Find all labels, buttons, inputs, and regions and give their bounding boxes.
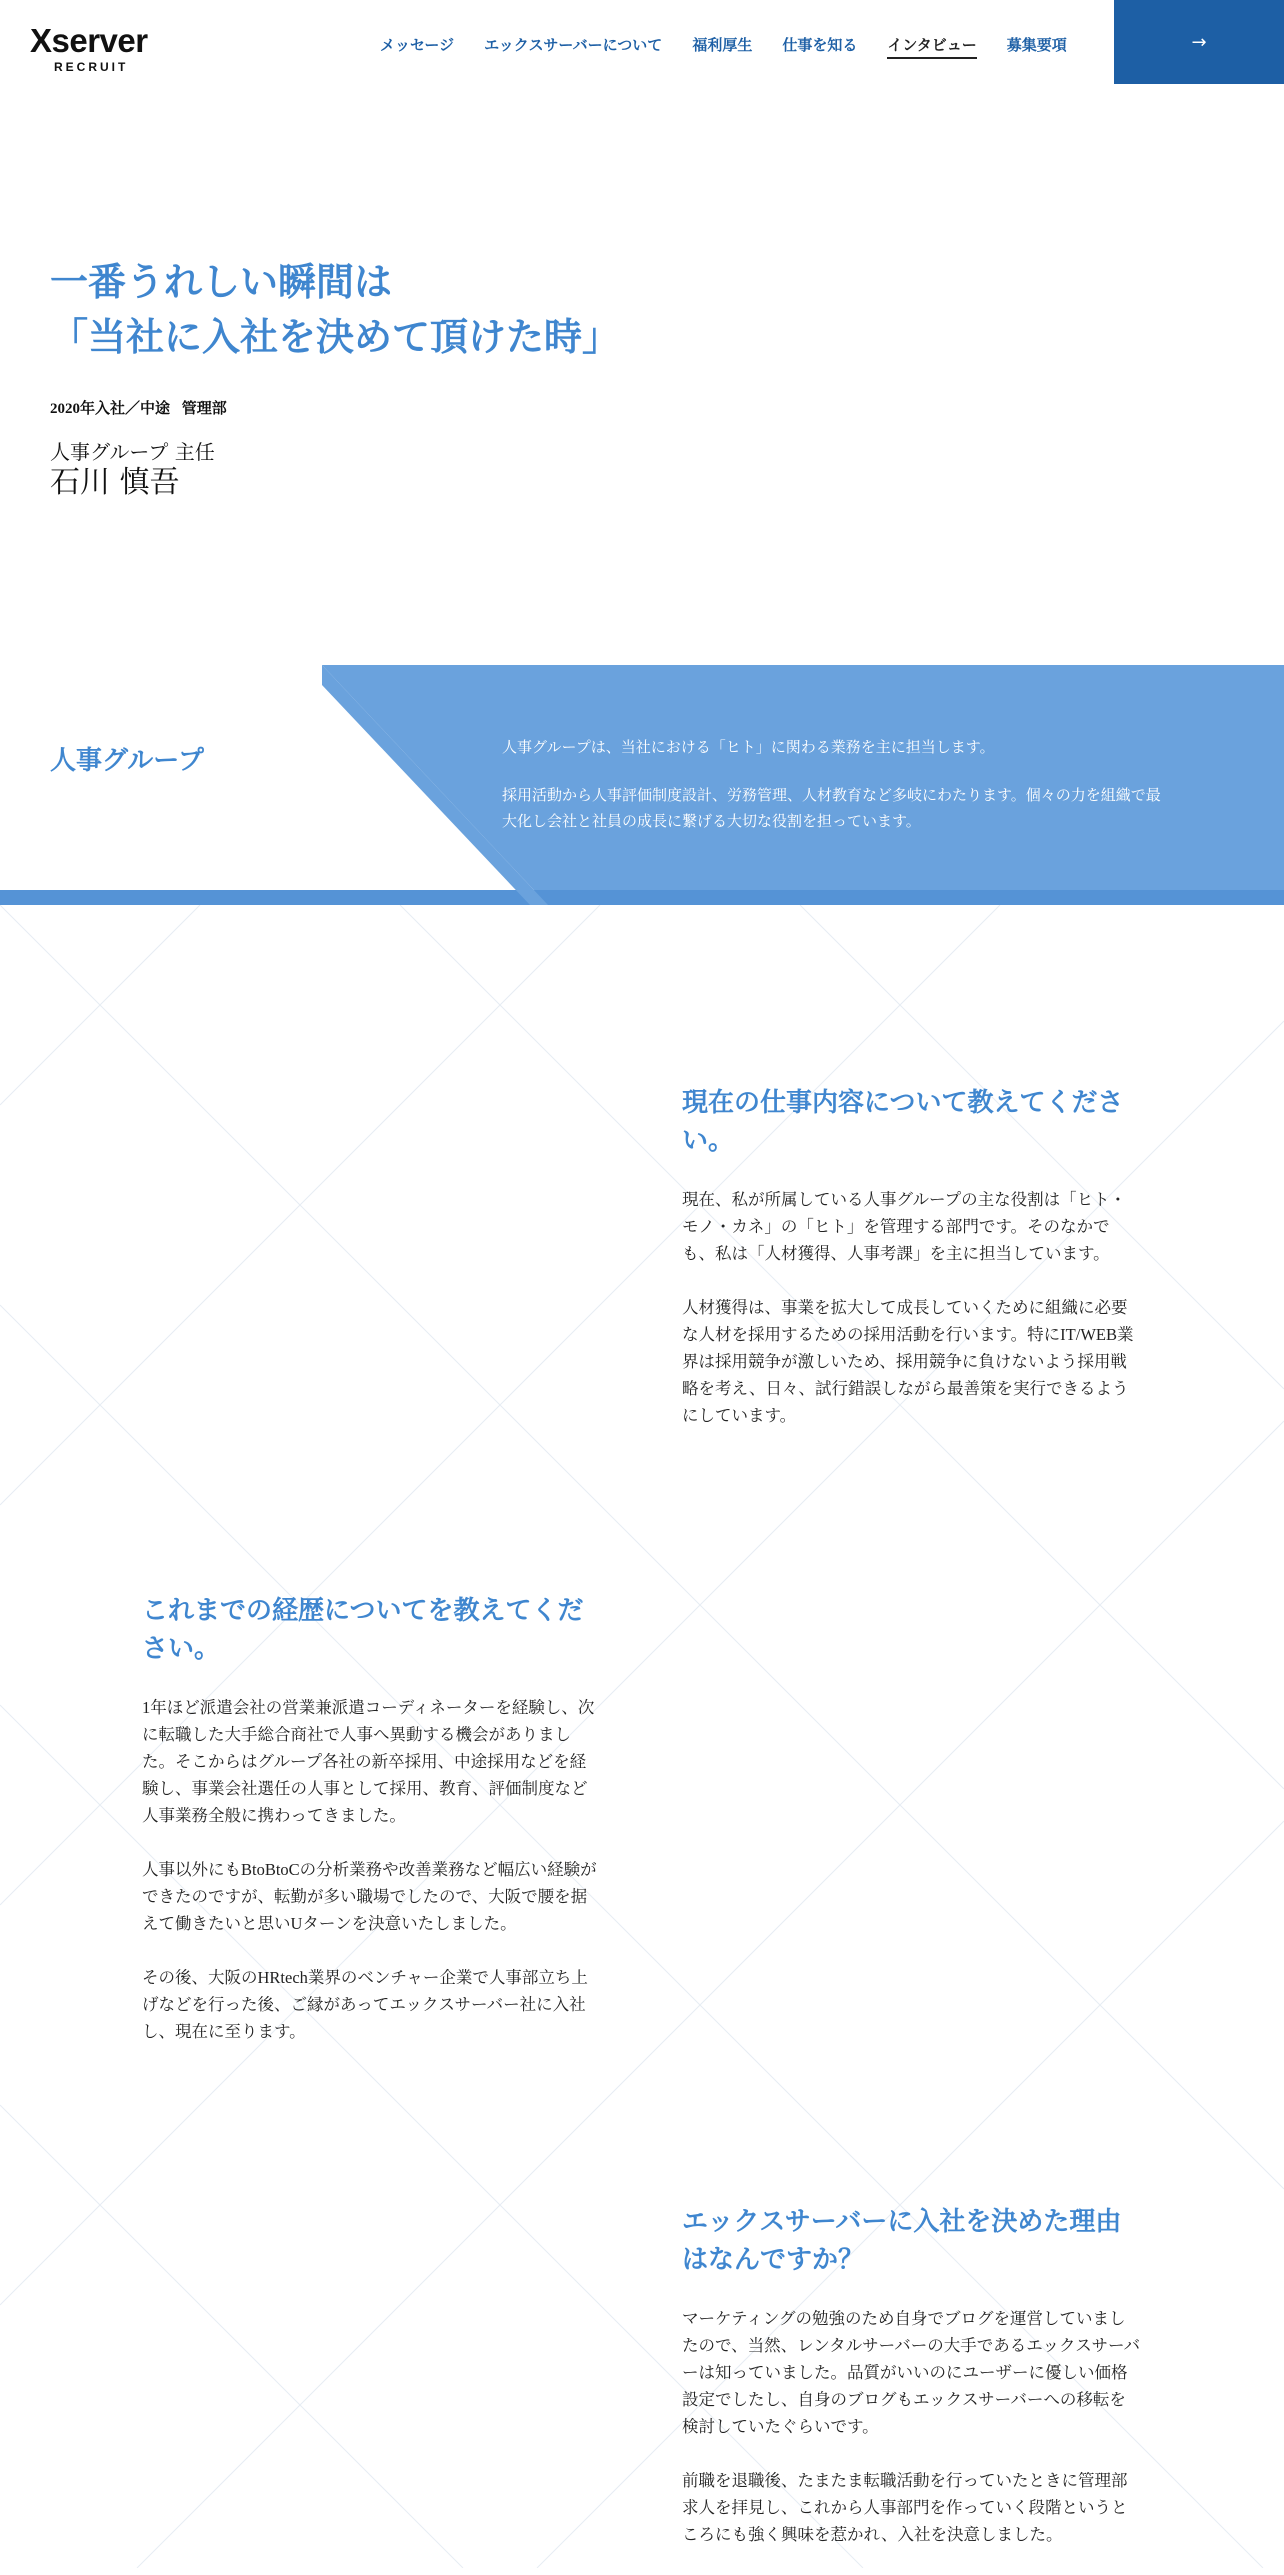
- employee-meta: [50, 397, 620, 418]
- join-year: 2020年入社／中途: [50, 401, 171, 417]
- title-line-1: 一番うれしい瞬間は: [50, 260, 393, 304]
- qa-paragraph: 人事以外にもBtoBtoCの分析業務や改善業務など幅広い経験ができたのですが、転勤が多い職場でしたので、大阪で腰を据えて働きたいと思いUターンを決意いたしました。: [142, 1860, 597, 1933]
- nav-interview[interactable]: インタビュー: [887, 34, 976, 59]
- logo-subtitle: RECRUIT: [54, 60, 129, 74]
- qa-heading: エックスサーバーに入社を決めた理由はなんですか？: [682, 2207, 1122, 2275]
- arrow-right-icon: →: [1191, 31, 1207, 53]
- logo-wordmark: Xserver: [30, 22, 148, 59]
- title-line-2: 「当社に入社を決めて頂けた時」: [50, 315, 621, 359]
- entry-button[interactable]: [1114, 0, 1284, 84]
- interview-hero: [50, 255, 620, 501]
- qa-reason-for-joining: [682, 2203, 1142, 2575]
- nav-recruitment[interactable]: 募集要項: [1006, 36, 1067, 54]
- site-header: [0, 0, 1284, 86]
- main-nav: [380, 34, 1097, 59]
- qa-paragraph: 人材獲得は、事業を拡大して成長していくために組織に必要な人材を採用するための採用活動を行います。特にIT/WEB業界は採用競争が激しいため、採用競争に負けないよう採用戦略を考え、日々、試行錯誤しながら最善策を実行できるようにしています。: [682, 1298, 1134, 1425]
- employee-name: 石川 慎吾: [50, 465, 180, 500]
- interview-title: [50, 255, 620, 365]
- group-desc-1: 人事グループは、当社における「ヒト」に関わる業務を主に担当します。: [502, 740, 995, 756]
- nav-benefits[interactable]: 福利厚生: [692, 36, 753, 54]
- qa-heading: これまでの経歴についてを教えてください。: [142, 1596, 584, 1664]
- nav-about-xserver[interactable]: エックスサーバーについて: [484, 36, 663, 54]
- nav-message[interactable]: メッセージ: [380, 36, 455, 54]
- xserver-recruit-logo[interactable]: [30, 24, 148, 74]
- qa-career-history: [142, 1592, 602, 2072]
- qa-paragraph: マーケティングの勉強のため自身でブログを運営していましたので、当然、レンタルサーバーの大手であるエックスサーバーは知っていました。品質がいいのにユーザーに優しい価格設定でしたし、自身のブログもエックスサーバーへの移転を検討していたぐらいです。: [682, 2309, 1141, 2436]
- qa-heading: 現在の仕事内容について教えてください。: [682, 1088, 1124, 1156]
- qa-paragraph: 現在、私が所属している人事グループの主な役割は「ヒト・モノ・カネ」の「ヒト」を管理する部門です。そのなかでも、私は「人材獲得、人事考課」を主に担当しています。: [682, 1190, 1127, 1263]
- department: 管理部: [181, 401, 227, 417]
- qa-paragraph: その後、大阪のHRtech業界のベンチャー企業で人事部立ち上げなどを行った後、ご縁があってエックスサーバー社に入社し、現在に至ります。: [142, 1968, 588, 2041]
- qa-paragraph: 1年ほど派遣会社の営業兼派遣コーディネーターを経験し、次に転職した大手総合商社で人事へ異動する機会がありました。そこからはグループ各社の新卒採用、中途採用などを経験し、事業会社選任の人事として採用、教育、評価制度など人事業務全般に携わってきました。: [142, 1698, 595, 1825]
- qa-current-work: [682, 1084, 1142, 1456]
- nav-jobs[interactable]: 仕事を知る: [782, 36, 858, 54]
- qa-paragraph: 前職を退職後、たまたま転職活動を行っていたときに管理部求人を拝見し、これから人事部門を作っていく段階というところにも強く興味を惹かれ、入社を決意しました。: [682, 2471, 1128, 2544]
- group-name: 人事グループ: [50, 746, 204, 776]
- group-description: [502, 735, 1172, 857]
- group-desc-2: 採用活動から人事評価制度設計、労務管理、人材教育など多岐にわたります。個々の力を組織で最大化し会社と社員の成長に繋げる大切な役割を担っています。: [502, 788, 1161, 830]
- employee-role: 人事グループ 主任: [50, 440, 215, 464]
